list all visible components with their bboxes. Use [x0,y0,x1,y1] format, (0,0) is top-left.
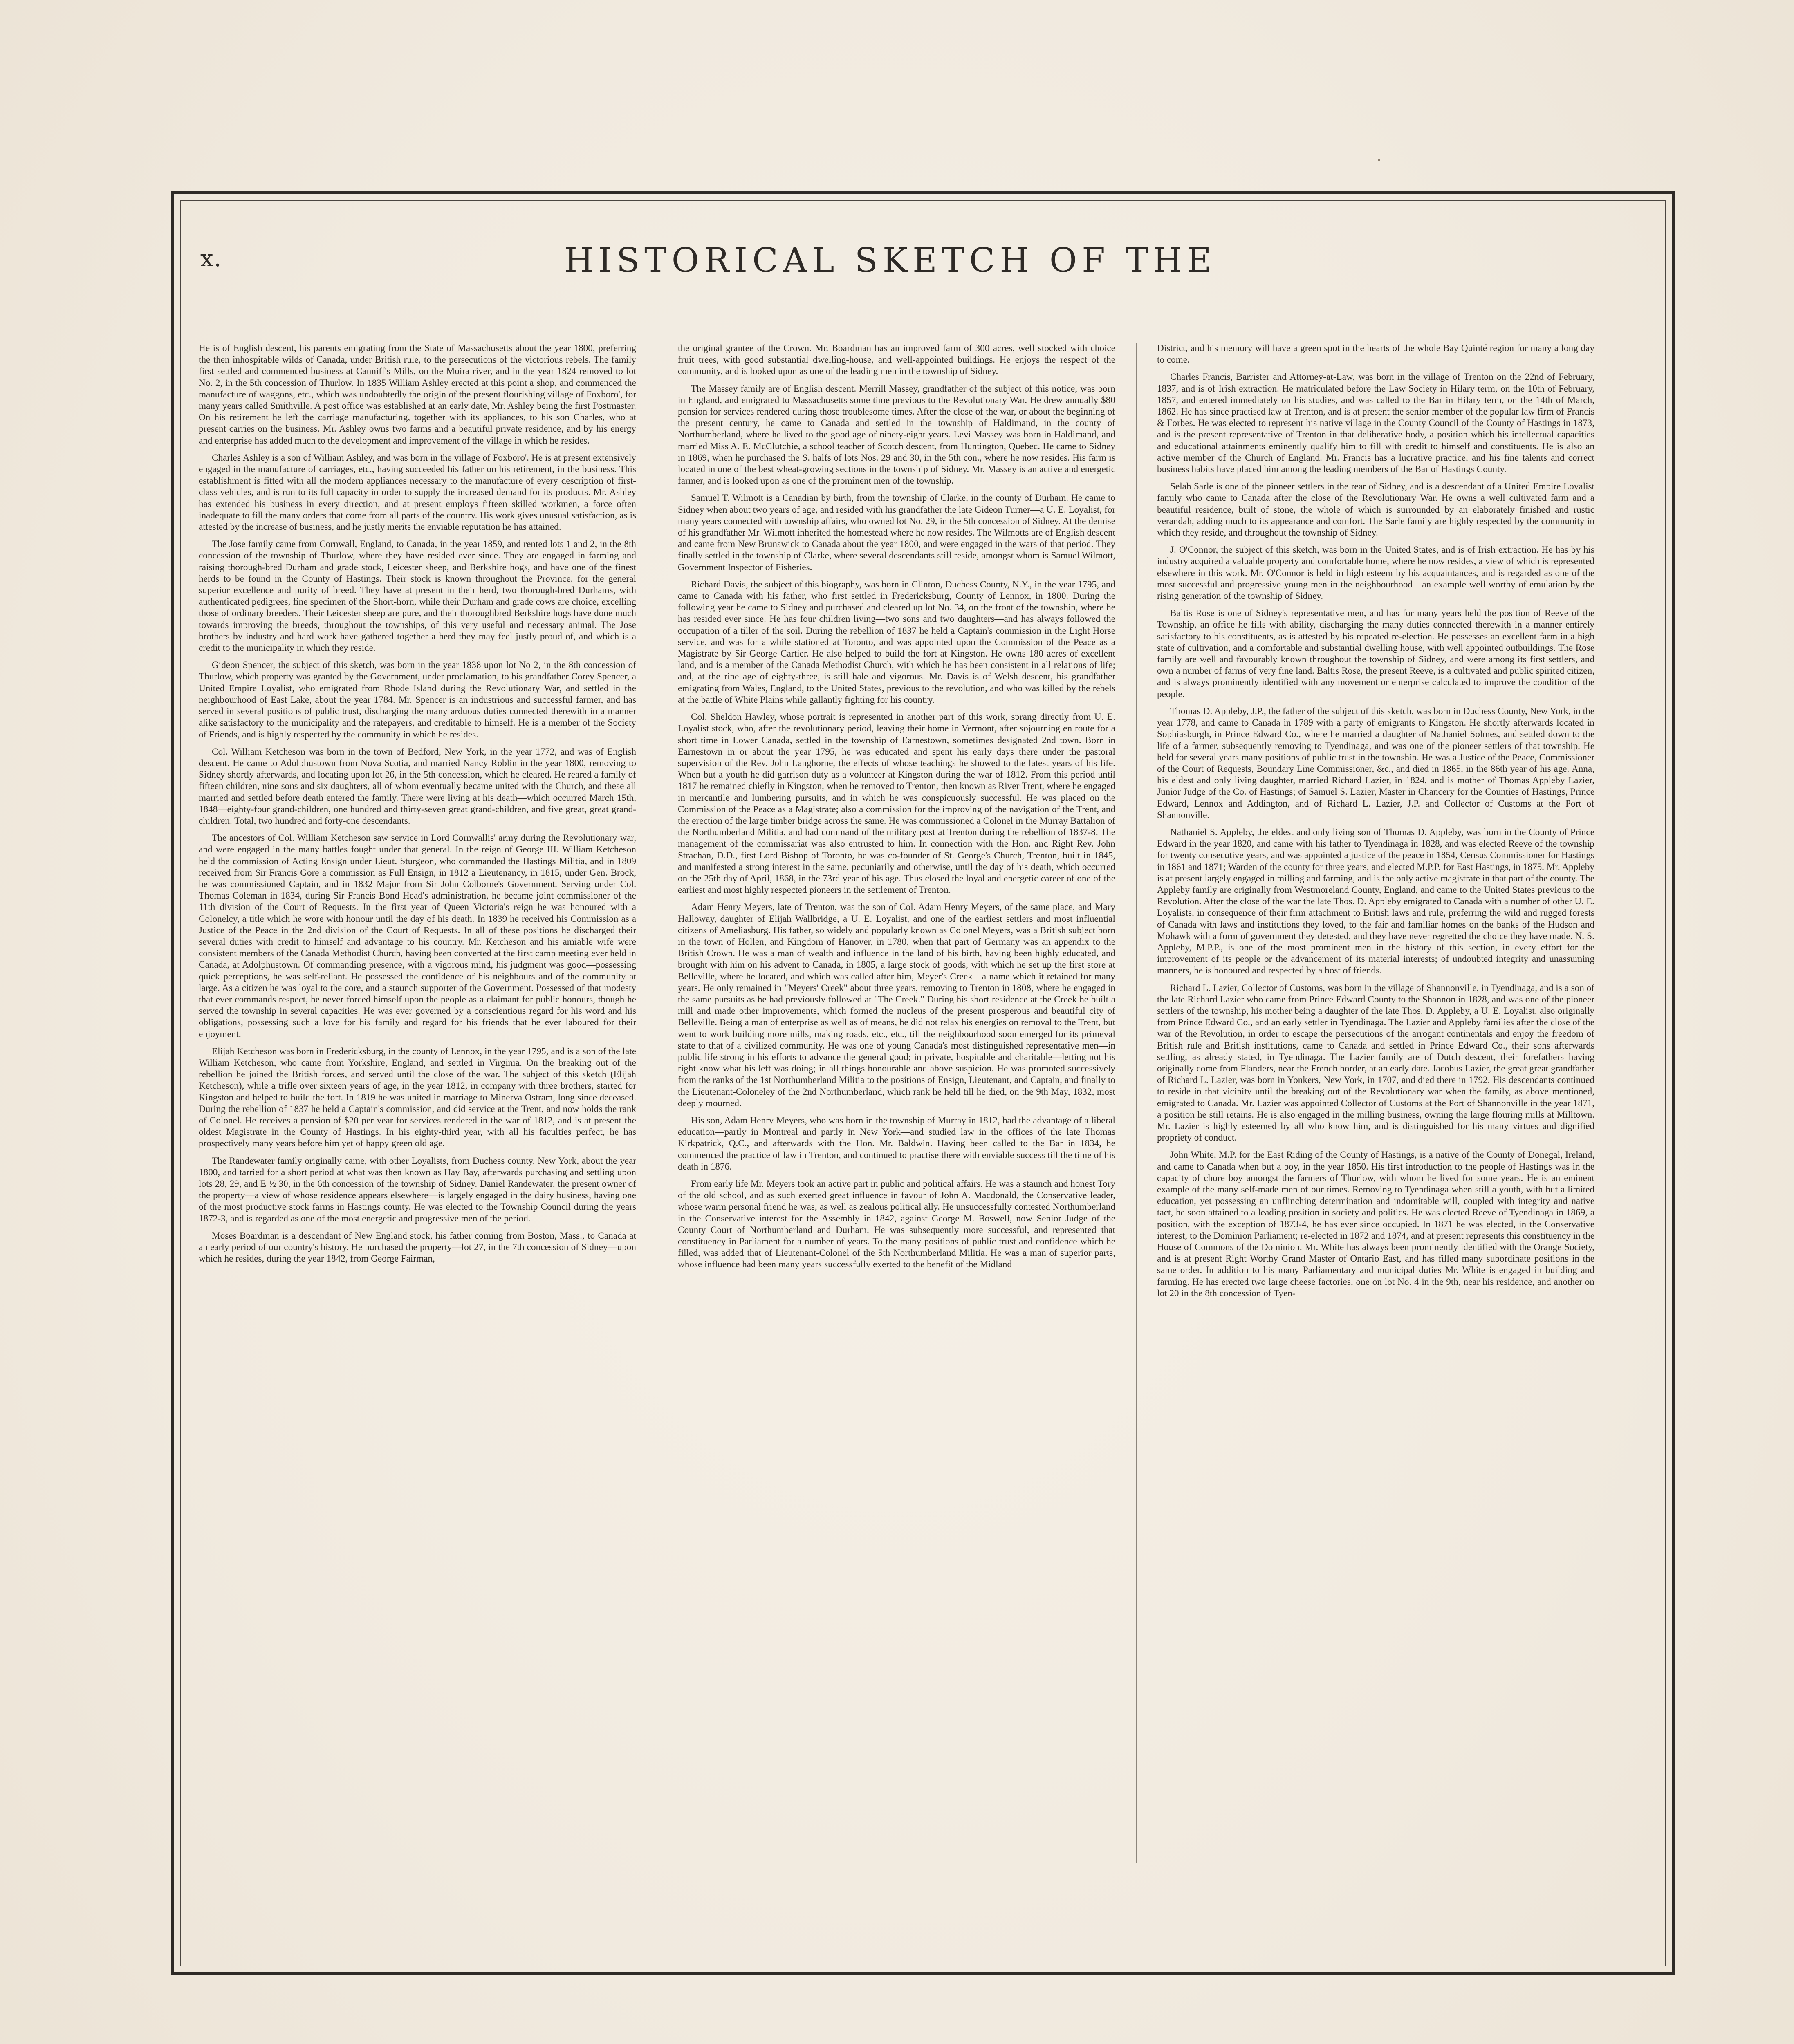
text-column-2 [678,343,1115,1851]
paragraph: Col. William Ketcheson was born in the town of Bedford, New York, in the year 1772, and was of English descent. He came to Adolphustown from Nova Scotia, and married Nancy Roblin in the year 1800, removing to Sidney shortly afterwards, and locating upon lot 26, in the 5th concession, which he cleared. He reared a family of fifteen children, nine sons and six daughters, all of whom eventually became united with the Church, and these all married and settled before death entered the family. There were living at his death—which occurred March 15th, 1848—eighty-four grand-children, one hundred and thirty-seven great grand-children, and five great, great grand-children. Total, two hundred and forty-one descendants. [199,746,636,826]
paragraph: Nathaniel S. Appleby, the eldest and only living son of Thomas D. Appleby, was born in the County of Prince Edward in the year 1820, and came with his father to Tyendinaga in 1828, and was elected Reeve of the township for twenty consecutive years, and was appointed a justice of the peace in 1854, Census Commissioner for Hastings in 1861 and 1871; Warden of the county for three years, and elected M.P.P. for East Hastings, in 1875. Mr. Appleby is at present largely engaged in milling and farming, and is the only active magistrate in that part of the county. The Appleby family are originally from Westmoreland County, England, and came to the United States previous to the Revolution. After the close of the war the late Thos. D. Appleby emigrated to Canada with a number of other U. E. Loyalists, in consequence of their firm attachment to British laws and rule, preferring the wild and rugged forests of Canada with laws and institutions they loved, to the fair and familiar homes on the banks of the Hudson and Mohawk with a form of government they detested, and they have never regretted the choice they have made. N. S. Appleby, M.P.P., is one of the most prominent men in the history of this section, in every effort for the improvement of its people or the advancement of its material interests; of undoubted integrity and unassuming manners, he is honoured and respected by a host of friends. [1157,827,1594,976]
paragraph: He is of English descent, his parents emigrating from the State of Massachusetts about the year 1800, preferring the then inhospitable wilds of Canada, under British rule, to the persecutions of the victorious rebels. The family first settled and commenced business at Canniff's Mills, on the Moira river, and in the year 1824 removed to lot No. 2, in the 5th concession of Thurlow. In 1835 William Ashley erected at this point a shop, and commenced the manufacture of waggons, etc., which was undoubtedly the origin of the present flourishing village of Foxboro', for many years called Smithville. A post office was established at an early date, Mr. Ashley being the first Postmaster. On his retirement he left the carriage manufacturing, together with its appliances, to his son Charles, who at present carries on the business. Mr. Ashley owns two farms and a beautiful private residence, and by his energy and enterprise has added much to the development and improvement of the village in which he resides. [199,343,636,446]
column-divider [1136,343,1137,1863]
paragraph: Charles Francis, Barrister and Attorney-at-Law, was born in the village of Trenton on the 22nd of February, 1837, and is of Irish extraction. He matriculated before the Law Society in Hilary term, on the 10th of February, 1857, and entered immediately on his studies, and was called to the Bar in Hilary term, on the 14th of March, 1862. He has since practised law at Trenton, and is at present the senior member of the popular law firm of Francis & Forbes. He was elected to represent his native village in the County Council of the County of Hastings in 1873, and is the present representative of Trenton in that deliberative body, a position which his intellectual capacities and educational attainments eminently qualify him to fill with credit to himself and constituents. He is also an active member of the Church of England. Mr. Francis has a lucrative practice, and his fine talents and correct business habits have placed him among the leading members of the Bar of Hastings County. [1157,372,1594,475]
paragraph: His son, Adam Henry Meyers, who was born in the township of Murray in 1812, had the advantage of a liberal education—partly in Montreal and partly in New York—and studied law in the offices of the late Thomas Kirkpatrick, Q.C., and afterwards with the Hon. Mr. Baldwin. Having been called to the Bar in 1834, he commenced the practice of law in Trenton, and continued to practise there with enviable success till the time of his death in 1876. [678,1115,1115,1172]
text-column-3 [1157,343,1594,1851]
paragraph: Col. Sheldon Hawley, whose portrait is represented in another part of this work, sprang directly from U. E. Loyalist stock, who, after the revolutionary period, leaving their home in Vermont, after sojourning en route for a short time in Lower Canada, settled in the township of Earnestown, sometimes designated 2nd town. Born in Earnestown in or about the year 1795, he was educated and spent his early days there under the pastoral supervision of the Rev. John Langhorne, the effects of whose teachings he showed to the latest years of his life. When but a youth he did garrison duty as a volunteer at Kingston during the war of 1812. From this period until 1817 he remained chiefly in Kingston, when he removed to Trenton, then known as River Trent, where he engaged in mercantile and lumbering pursuits, and in which he was conspicuously successful. He was placed on the Commission of the Peace as a Magistrate; also a commission for the improving of the navigation of the Trent, and the erection of the large timber bridge across the same. He was commissioned a Colonel in the Murray Battalion of the Northumberland Militia, and had command of the military post at Trenton during the rebellion of 1837-8. The management of the commissariat was also entrusted to him. In connection with the Hon. and Right Rev. John Strachan, D.D., first Lord Bishop of Toronto, he was co-founder of St. George's Church, Trenton, built in 1845, and manifested a strong interest in the same, pecuniarily and otherwise, until the day of his death, which occurred on the 25th day of April, 1868, in the 73rd year of his age. Thus closed the loyal and energetic career of one of the earliest and most highly respected pioneers in the settlement of Trenton. [678,712,1115,896]
paragraph: The Randewater family originally came, with other Loyalists, from Duchess county, New York, about the year 1800, and tarried for a short period at what was then known as Hay Bay, afterwards purchasing and settling upon lots 28, 29, and E ½ 30, in the 6th concession of the township of Sidney. Daniel Randewater, the present owner of the property—a view of whose residence appears elsewhere—is largely engaged in the dairy business, having one of the most productive stock farms in Hastings county. He was elected to the Township Council during the years 1872-3, and is regarded as one of the most energetic and progressive men of the period. [199,1155,636,1224]
paragraph: Richard Davis, the subject of this biography, was born in Clinton, Duchess County, N.Y., in the year 1795, and came to Canada with his father, who first settled in Fredericksburg, County of Lennox, in 1800. During the following year he came to Sidney and purchased and cleared up lot No. 34, on the front of the township, where he has resided ever since. He has four children living—two sons and two daughters—and has always followed the occupation of a tiller of the soil. During the rebellion of 1837 he held a Captain's commission in the Light Horse service, and was for a while stationed at Toronto, and was appointed upon the Commission of the Peace as a Magistrate by Sir George Cartier. He also helped to build the fort at Kingston. He owns 180 acres of excellent land, and is a member of the Canada Methodist Church, with which he has been consistent in all relations of life; and, at the ripe age of eighty-three, is still hale and vigorous. Mr. Davis is of Welsh descent, his grandfather emigrating from Wales, England, to the United States, previous to the revolution, and who was killed by the rebels at the battle of White Plains while gallantly fighting for his country. [678,579,1115,705]
paragraph: J. O'Connor, the subject of this sketch, was born in the United States, and is of Irish extraction. He has by his industry acquired a valuable property and comfortable home, where he now resides, a view of which is represented elsewhere in this work. Mr. O'Connor is held in high esteem by his acquaintances, and is regarded as one of the most successful and progressive young men in the neighbourhood—an example well worthy of emulation by the rising generation of the township of Sidney. [1157,545,1594,602]
paragraph: Elijah Ketcheson was born in Fredericksburg, in the county of Lennox, in the year 1795, and is a son of the late William Ketcheson, who came from Yorkshire, England, and settled in Virginia. On the breaking out of the rebellion he joined the British forces, and served until the close of the war. The subject of this sketch (Elijah Ketcheson), while a trifle over sixteen years of age, in the year 1812, in company with three brothers, started for Kingston and helped to build the fort. In 1819 he was united in marriage to Minerva Ostram, long since deceased. During the rebellion of 1837 he held a Captain's commission, and did service at the Trent, and now holds the rank of Colonel. He receives a pension of $20 per year for services rendered in the war of 1812, and is at present the oldest Magistrate in the County of Hastings. In his eighty-third year, with all his faculties perfect, he has prospectively many years before him yet of happy green old age. [199,1046,636,1149]
text-column-1 [199,343,636,1851]
paragraph: the original grantee of the Crown. Mr. Boardman has an improved farm of 300 acres, well stocked with choice fruit trees, with good substantial dwelling-house, and well-appointed buildings. He enjoys the respect of the community, and is looked upon as one of the leading men in the township of Sidney. [678,343,1115,377]
page-title: HISTORICAL SKETCH OF THE [564,241,1217,280]
paragraph: Selah Sarle is one of the pioneer settlers in the rear of Sidney, and is a descendant of a United Empire Loyalist family who came to Canada after the close of the Revolutionary War. He owns a well cultivated farm and a beautiful residence, built of stone, the whole of which is surrounded by an elaborately finished and rustic verandah, adding much to its appearance and comfort. The Sarle family are highly respected by the community in which they reside, and throughout the township of Sidney. [1157,481,1594,538]
paper-speck [1378,159,1380,161]
paragraph: Moses Boardman is a descendant of New England stock, his father coming from Boston, Mass., to Canada at an early period of our country's history. He purchased the property—lot 27, in the 7th concession of Sidney—upon which he resides, during the year 1842, from George Fairman, [199,1230,636,1264]
paragraph: The ancestors of Col. William Ketcheson saw service in Lord Cornwallis' army during the Revolutionary war, and were engaged in the many battles fought under that general. In the reign of George III. William Ketcheson held the commission of Acting Ensign under Lieut. Sturgeon, who commanded the Hastings Militia, and in 1809 received from Sir Francis Gore a commission as Full Ensign, in 1812 a Lieutenancy, in 1815, under Gen. Brock, he was commissioned Captain, and in 1832 Major from Sir John Colborne's Government. Serving under Col. Thomas Coleman in 1834, during Sir Francis Bond Head's administration, he became joint commissioner of the 11th division of the Court of Requests. In the first year of Queen Victoria's reign he was honoured with a Colonelcy, a title which he wore with honour until the day of his death. In 1839 he received his Commission as a Justice of the Peace in the 2nd division of the Court of Requests. In all of these positions he discharged their several duties with credit to himself and advantage to his country. Mr. Ketcheson and his amiable wife were consistent members of the Canada Methodist Church, having been converted at the first camp meeting ever held in Canada, at Adolphustown. Of commanding presence, with a vigorous mind, his judgment was good—possessing quick perceptions, he was self-reliant. He possessed the confidence of his neighbours and of the community at large. As a citizen he was loyal to the core, and a staunch supporter of the Government. Possessed of that modesty that ever commands respect, he never forced himself upon the people as a claimant for public honours, though he served the township in several capacities. He was ever governed by a conscientious regard for his word and his obligations, possessing such a love for his family and regard for his friends that he ever laboured for their enjoyment. [199,833,636,1040]
paragraph: Adam Henry Meyers, late of Trenton, was the son of Col. Adam Henry Meyers, of the same place, and Mary Halloway, daughter of Elijah Wallbridge, a U. E. Loyalist, and one of the earliest settlers and most influential citizens of Ameliasburg. His father, so widely and popularly known as Colonel Meyers, was a British subject born in the town of Hollen, and Kingdom of Hanover, in 1780, when that part of Germany was an appendix to the British Crown. He was a man of wealth and influence in the land of his birth, having been highly educated, and brought with him on his advent to Canada, in 1805, a large stock of goods, with which he set up the first store at Belleville, where he located, and which was called after him, Meyer's Creek—a name which it retained for many years. He only remained in "Meyers' Creek" about three years, removing to Trenton in 1808, where he engaged in the same pursuits as he had previously followed at "The Creek." During his short residence at the Creek he built a mill and made other improvements, which formed the nucleus of the present prosperous and beautiful city of Belleville. Being a man of enterprise as well as of means, he did not relax his energies on removal to the Trent, but went to work building more mills, making roads, etc., etc., till the neighbourhood soon emerged for its primeval state to that of a civilized community. He was one of young Canada's most distinguished representative men—in public life strong in his efforts to advance the general good; in private, hospitable and charitable—letting not his right know what his left was doing; in all things honourable and above suspicion. He was promoted successively from the ranks of the 1st Northumberland Militia to the positions of Ensign, Lieutenant, and Captain, and finally to the Lieutenant-Coloneley of the 2nd Northumberland, which rank he held till he died, on the 9th May, 1832, most deeply mourned. [678,902,1115,1109]
paragraph: Gideon Spencer, the subject of this sketch, was born in the year 1838 upon lot No 2, in the 8th concession of Thurlow, which property was granted by the Government, under proclamation, to his grandfather Corey Spencer, a United Empire Loyalist, who emigrated from Rhode Island during the Revolutionary War, and settled in the neighbourhood of East Lake, about the year 1784. Mr. Spencer is an industrious and successful farmer, and has served in several positions of public trust, discharging the many arduous duties connected therewith in a manner alike satisfactory to the municipality and the ratepayers, and creditable to himself. He is a member of the Society of Friends, and is highly respected by the community in which he resides. [199,660,636,740]
paragraph: Thomas D. Appleby, J.P., the father of the subject of this sketch, was born in Duchess County, New York, in the year 1778, and came to Canada in 1789 with a party of emigrants to Kingston. He shortly afterwards located in Sophiasburgh, in Prince Edward Co., where he married a daughter of Nathaniel Solmes, and settled down to the life of a farmer, subsequently removing to Tyendinaga, and was one of the pioneer settlers of that township. He held for several years many positions of public trust in the township. He was a Justice of the Peace, Commissioner of the Court of Requests, Boundary Line Commissioner, &c., and died in 1865, in the 86th year of his age. Anna, his eldest and only living daughter, married Richard Lazier, in 1824, and is mother of Thomas Appleby Lazier, Junior Judge of the Co. of Hastings; of Samuel S. Lazier, Master in Chancery for the Counties of Hastings, Prince Edward, Lennox and Addington, and of Richard L. Lazier, J.P. and Collector of Customs at the Port of Shannonville. [1157,706,1594,820]
paragraph: John White, M.P. for the East Riding of the County of Hastings, is a native of the County of Donegal, Ireland, and came to Canada when but a boy, in the year 1850. His first introduction to the people of Hastings was in the capacity of chore boy amongst the farmers of Thurlow, with whom he lived for some years. He is an eminent example of the many self-made men of our times. Removing to Tyendinaga when still a youth, with but a limited education, yet possessing an unflinching determination and indomitable will, coupled with integrity and native tact, he soon attained to a leading position in society and politics. He was elected Reeve of Tyendinaga in 1869, a position, with the exception of 1873-4, he has ever since occupied. In 1871 he was elected, in the Conservative interest, to the Dominion Parliament; re-elected in 1872 and 1874, and at present represents this constituency in the House of Commons of the Dominion. Mr. White has always been prominently identified with the Orange Society, and is at present Right Worthy Grand Master of Ontario East, and has filled many subordinate positions in the same order. In addition to his many Parliamentary and municipal duties Mr. White is engaged in building and farming. He has erected two large cheese factories, one on lot No. 4 in the 9th, near his residence, and another on lot 20 in the 8th concession of Tyen- [1157,1150,1594,1299]
paragraph: Richard L. Lazier, Collector of Customs, was born in the village of Shannonville, in Tyendinaga, and is a son of the late Richard Lazier who came from Prince Edward County to the Shannon in 1828, and was one of the pioneer settlers of the township, his mother being a daughter of the late Thos. D. Appleby, a U. E. Loyalist, also originally from Prince Edward Co., and an early settler in Tyendinaga. The Lazier and Appleby families after the close of the war of the Revolution, in order to escape the persecutions of the arrogant continentals and enjoy the freedom of British rule and British institutions, came to Canada and settled in Prince Edward Co., their sons afterwards settling, as already stated, in Tyendinaga. The Lazier family are of Dutch descent, their forefathers having originally come from Flanders, near the French border, at an early date. Jacobus Lazier, the great great grandfather of Richard L. Lazier, was born in Yonkers, New York, in 1707, and died there in 1792. His descendants continued to reside in that vicinity until the breaking out of the Revolutionary war when the family, as above mentioned, emigrated to Canada. Mr. Lazier was appointed Collector of Customs at the Port of Shannonville in the year 1871, a position he still retains. He is also engaged in the milling business, owning the large flouring mills at Milltown. Mr. Lazier is highly esteemed by all who know him, and is distinguished for his many virtues and dignified propriety of conduct. [1157,982,1594,1143]
paragraph: From early life Mr. Meyers took an active part in public and political affairs. He was a staunch and honest Tory of the old school, and as such exerted great influence in favour of John A. Macdonald, the Conservative leader, whose warm personal friend he was, as well as zealous political ally. He unsuccessfully contested Northumberland in the Conservative interest for the Assembly in 1842, against George M. Boswell, now Senior Judge of the County Court of Northumberland and Durham. He was subsequently more successful, and represented that constituency in Parliament for a number of years. To the many positions of public trust and confidence which he filled, was added that of Lieutenant-Colonel of the 5th Northumberland Militia. He was a man of superior parts, whose influence had been many years successfully exerted to the benefit of the Midland [678,1179,1115,1270]
paragraph: Charles Ashley is a son of William Ashley, and was born in the village of Foxboro'. He is at present extensively engaged in the manufacture of carriages, etc., having succeeded his father on his retirement, in the business. This establishment is fitted with all the modern appliances necessary to the manufacture of every description of first-class vehicles, and is run to its full capacity in order to supply the increased demand for its products. Mr. Ashley has extended his business in every direction, and at present employs fifteen skilled workmen, a force often inadequate to fill the many orders that come from all parts of the country. His work gives unusual satisfaction, as is attested by the increase of business, and he justly merits the enviable reputation he has attained. [199,452,636,533]
paragraph: The Jose family came from Cornwall, England, to Canada, in the year 1859, and rented lots 1 and 2, in the 8th concession of the township of Thurlow, where they have resided ever since. They are engaged in farming and raising thorough-bred Durham and grade stock, Leicester sheep, and Berkshire hogs, and have one of the finest herds to be found in the County of Hastings. Their stock is known throughout the Province, for the general superior excellence and purity of breed. They have at present in their herd, two thorough-bred Durhams, with authenticated pedigrees, fine specimen of the Short-horn, while their Durham and grade cows are choice, excelling those of ordinary breeders. Their Leicester sheep are pure, and their thoroughbred Berkshire hogs have done much towards improving the breeds, throughout the townships, of this very useful and necessary animal. The Jose brothers by industry and hard work have gathered together a herd they may feel justly proud of, and which is a credit to the municipality in which they reside. [199,539,636,654]
paragraph: District, and his memory will have a green spot in the hearts of the whole Bay Quinté region for many a long day to come. [1157,343,1594,365]
page-number: x. [200,245,222,272]
paragraph: The Massey family are of English descent. Merrill Massey, grandfather of the subject of this notice, was born in England, and emigrated to Massachusetts some time previous to the Revolutionary War. He drew annually $80 pension for services rendered during those troublesome times. After the close of the war, or about the beginning of the present century, he came to Canada and settled in the township of Haldimand, in the county of Northumberland, where he lived to the good age of ninety-eight years. Levi Massey was born in Haldimand, and married Miss A. E. McClutchie, a school teacher of Scotch descent, from Huntington, Quebec. He came to Sidney in 1869, when he purchased the S. halfs of lots Nos. 29 and 30, in the 5th con., where he now resides. His farm is located in one of the best wheat-growing sections in the township of Sidney. Mr. Massey is an active and energetic farmer, and is looked upon as one of the prominent men of the township. [678,383,1115,486]
paragraph: Samuel T. Wilmott is a Canadian by birth, from the township of Clarke, in the county of Durham. He came to Sidney when about two years of age, and resided with his grandfather the late Gideon Turner—a U. E. Loyalist, for many years connected with township affairs, who owned lot No. 29, in the 5th concession of Sidney. At the demise of his grandfather Mr. Wilmott inherited the homestead where he now resides. The Wilmotts are of English descent and came from New Brunswick to Canada about the year 1800, and were engaged in the wars of that period. They finally settled in the township of Clarke, where several descendants still reside, amongst whom is Samuel Wilmott, Government Inspector of Fisheries. [678,493,1115,573]
paragraph: Baltis Rose is one of Sidney's representative men, and has for many years held the position of Reeve of the Township, an office he fills with ability, discharging the many duties connected therewith in a manner entirely satisfactory to his constituents, as is attested by his repeated re-election. He possesses an excellent farm in a high state of cultivation, and a comfortable and substantial dwelling house, with well appointed outbuildings. The Rose family are well and favourably known throughout the township of Sidney, and were among its first settlers, and own a number of farms of very fine land. Baltis Rose, the present Reeve, is a cultivated and public spirited citizen, and is always prominently identified with any movement or enterprise calculated to improve the condition of the people. [1157,608,1594,699]
